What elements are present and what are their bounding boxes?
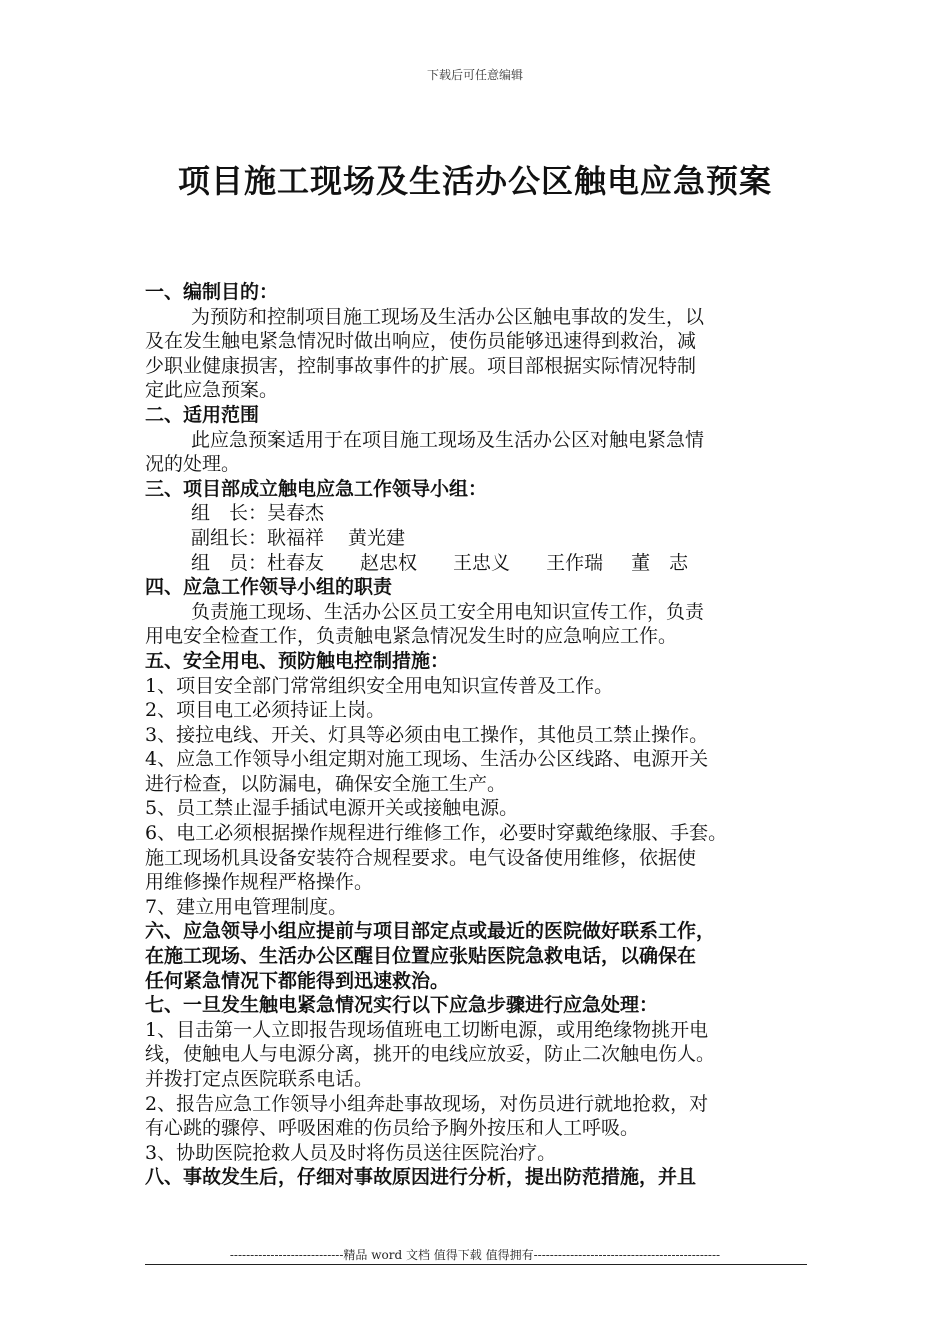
team-members [145, 551, 810, 576]
vice-leader-name: 黄光建 [348, 526, 406, 549]
section-heading-analysis: 八、事故发生后，仔细对事故原因进行分析，提出防范措施，并且 [145, 1166, 697, 1189]
list-item: 7、建立用电管理制度。 [145, 895, 348, 918]
list-item-continuation: 施工现场机具设备安装符合规程要求。电气设备使用维修，依据使 [145, 846, 697, 869]
member-name: 王忠义 [453, 551, 511, 574]
section-heading-scope: 二、适用范围 [145, 403, 260, 426]
list-item: 3、接拉电线、开关、灯具等必须由电工操作，其他员工禁止操作。 [145, 723, 709, 746]
list-item-continuation: 进行检查，以防漏电，确保安全施工生产。 [145, 772, 507, 795]
member-name: 赵忠权 [360, 551, 418, 574]
list-item: 5、员工禁止湿手插试电源开关或接触电源。 [145, 797, 519, 820]
section-heading-hospital-cont: 任何紧急情况下都能得到迅速救治。 [145, 969, 450, 992]
footer-text: ----------------------------精品 word 文档 值得下载 值得拥有---------------------------------------------- [229, 1248, 721, 1262]
document-body [145, 280, 810, 1190]
paragraph-line: 用电安全检查工作，负责触电紧急情况发生时的应急响应工作。 [145, 625, 678, 648]
list-item-continuation: 有心跳的骤停、呼吸困难的伤员给予胸外按压和人工呼吸。 [145, 1117, 640, 1140]
section-heading-measures: 五、安全用电、预防触电控制措施： [145, 649, 450, 672]
paragraph-line: 负责施工现场、生活办公区员工安全用电知识宣传工作，负责 [191, 600, 705, 623]
list-item: 3、协助医院抢救人员及时将伤员送往医院治疗。 [145, 1141, 557, 1164]
paragraph-line: 为预防和控制项目施工现场及生活办公区触电事故的发生，以 [191, 305, 705, 328]
document-title: 项目施工现场及生活办公区触电应急预案 [177, 162, 772, 200]
section-heading-duties: 四、应急工作领导小组的职责 [145, 576, 393, 599]
section-heading-team: 三、项目部成立触电应急工作领导小组： [145, 477, 488, 500]
paragraph-line: 少职业健康损害，控制事故事件的扩展。项目部根据实际情况特制 [145, 354, 697, 377]
team-leader: 组 长：吴春杰 [191, 502, 325, 525]
header-note: 下载后可任意编辑 [426, 68, 523, 82]
member-name: 王作瑞 [546, 551, 604, 574]
list-item-continuation: 线，使触电人与电源分离，挑开的电线应放妥，防止二次触电伤人。 [145, 1043, 716, 1066]
section-heading-emergency-steps: 七、一旦发生触电紧急情况实行以下应急步骤进行应急处理： [145, 994, 659, 1017]
section-heading-purpose: 一、编制目的： [145, 281, 279, 303]
footer-divider [145, 1264, 807, 1265]
paragraph-line: 况的处理。 [145, 453, 241, 476]
vice-label: 副组长： [191, 526, 268, 549]
paragraph-line: 定此应急预案。 [145, 379, 279, 402]
list-item: 1、目击第一人立即报告现场值班电工切断电源，或用绝缘物挑开电 [145, 1018, 709, 1041]
section-heading-hospital: 六、应急领导小组应提前与项目部定点或最近的医院做好联系工作， [145, 920, 716, 943]
list-item: 4、应急工作领导小组定期对施工现场、生活办公区线路、电源开关 [145, 748, 709, 771]
member-name: 杜春友 [267, 551, 325, 574]
section-heading-hospital-cont: 在施工现场、生活办公区醒目位置应张贴医院急救电话，以确保在 [145, 945, 697, 968]
list-item: 2、项目电工必须持证上岗。 [145, 699, 386, 722]
list-item: 6、电工必须根据操作规程进行维修工作，必要时穿戴绝缘服、手套。 [145, 822, 728, 845]
paragraph-line: 及在发生触电紧急情况时做出响应，使伤员能够迅速得到救治，减 [145, 330, 697, 353]
team-vice-leaders [145, 526, 810, 551]
paragraph-line: 此应急预案适用于在项目施工现场及生活办公区对触电紧急情 [191, 428, 705, 451]
list-item: 1、项目安全部门常常组织安全用电知识宣传普及工作。 [145, 674, 614, 697]
list-item-continuation: 用维修操作规程严格操作。 [145, 871, 374, 894]
list-item-continuation: 并拨打定点医院联系电话。 [145, 1068, 374, 1090]
member-name: 董 志 [631, 551, 689, 574]
list-item: 2、报告应急工作领导小组奔赴事故现场，对伤员进行就地抢救，对 [145, 1092, 709, 1115]
member-label: 组 员： [191, 551, 268, 574]
vice-leader-name: 耿福祥 [267, 526, 325, 549]
